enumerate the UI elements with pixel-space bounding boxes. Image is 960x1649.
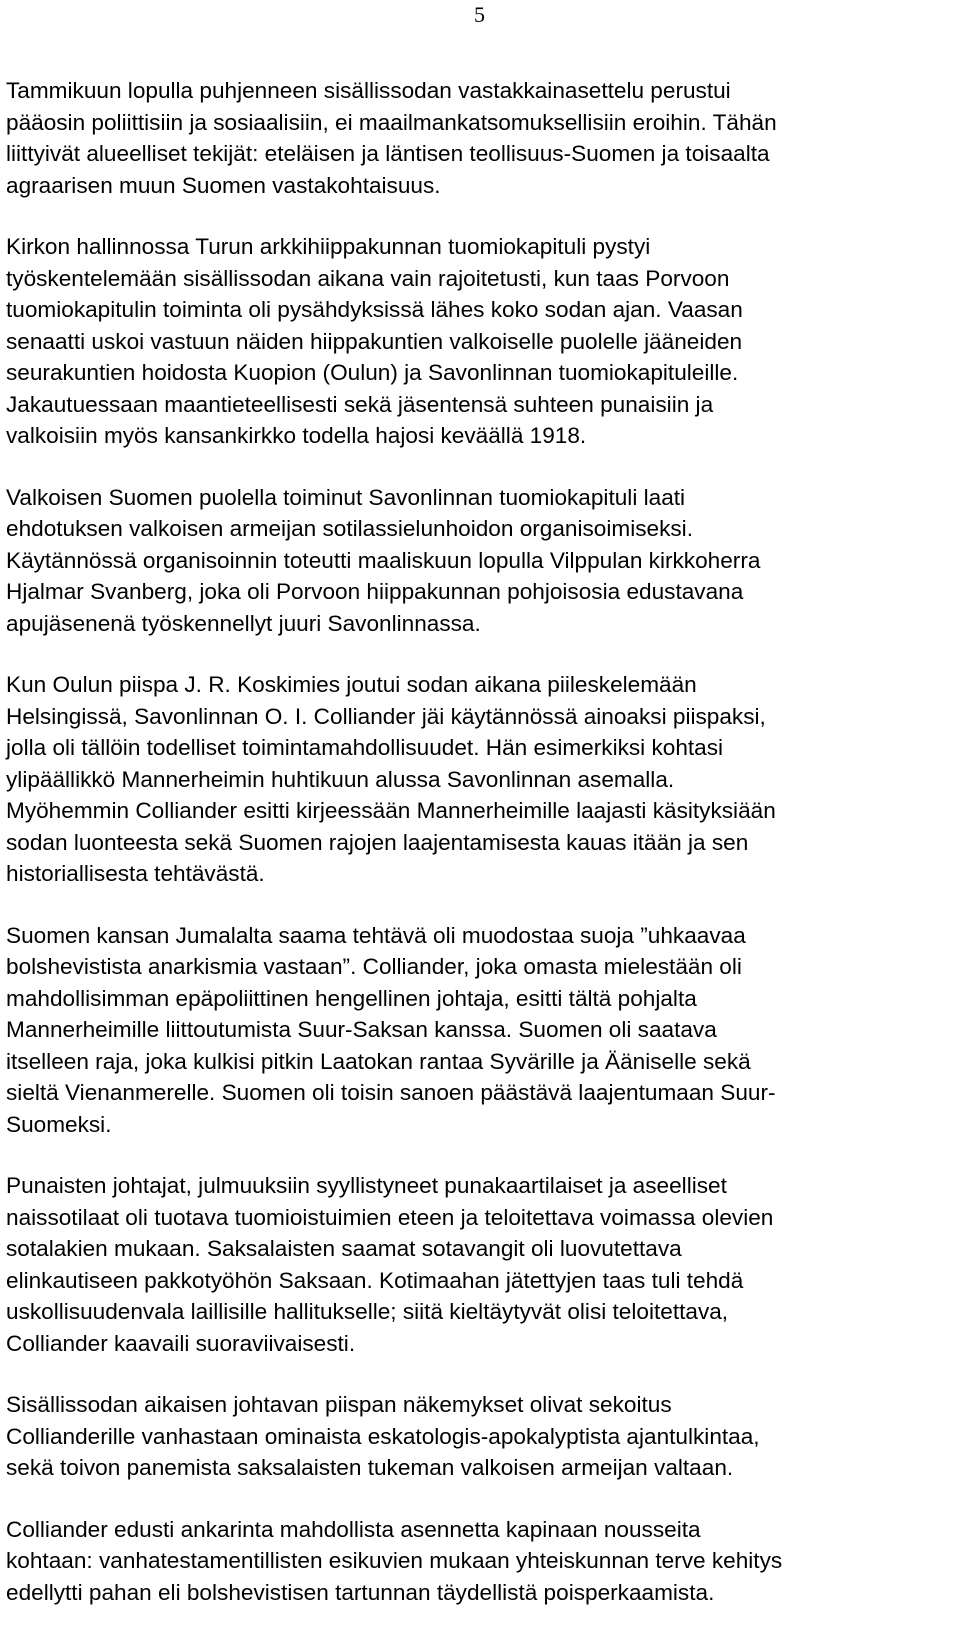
paragraph [6,920,954,1141]
text-line: Jakautuessaan maantieteellisesti sekä jäsentensä suhteen punaisiin ja [6,391,714,417]
text-line: edellytti pahan eli bolshevistisen tartunnan täydellistä poisperkaamista. [6,1579,715,1605]
text-line: Mannerheimille liittoutumista Suur-Saksan kanssa. Suomen oli saatava [6,1017,717,1042]
text-line: mahdollisimman epäpoliittinen hengellinen johtaja, esitti tältä pohjalta [6,985,697,1011]
text-line: Hjalmar Svanberg, joka oli Porvoon hiippakunnan pohjoisosia edustavana [6,579,744,604]
text-line: Collianderille vanhastaan ominaista eskatologis-apokalyptista ajantulkintaa, [6,1423,760,1449]
paragraph [6,231,954,452]
text-line: itselleen raja, joka kulkisi pitkin Laatokan rantaa Syvärille ja Ääniselle sekä [6,1048,751,1074]
text-line: senaatti uskoi vastuun näiden hiippakuntien valkoiselle puolelle jääneiden [6,328,743,354]
text-line: Punaisten johtajat, julmuuksiin syyllistyneet punakaartilaiset ja aseelliset [6,1173,727,1198]
paragraph [6,1170,954,1359]
paragraph [6,75,954,201]
text-line: tuomiokapitulin toiminta oli pysähdyksissä lähes koko sodan ajan. Vaasan [6,297,743,322]
text-line: liittyivät alueelliset tekijät: eteläisen ja läntisen teollisuus-Suomen ja toisaalta [6,141,770,166]
text-line: Suomeksi. [6,1111,112,1137]
text-line: sotalakien mukaan. Saksalaisten saamat sotavangit oli luovutettava [6,1236,682,1261]
text-line: valkoisiin myös kansankirkko todella hajosi keväällä 1918. [6,423,587,448]
text-line: seurakuntien hoidosta Kuopion (Oulun) ja Savonlinnan tuomiokapituleille. [6,360,739,385]
text-line: uskollisuudenvala laillisille hallitukselle; siitä kieltäytyvät olisi teloitettava, [6,1299,729,1324]
text-line: Kun Oulun piispa J. R. Koskimies joutui sodan aikana piileskelemään [6,672,697,697]
text-line: Tammikuun lopulla puhjenneen sisällissodan vastakkainasettelu perustui [6,78,731,103]
text-line: ylipäällikkö Mannerheimin huhtikuun alussa Savonlinnan asemalla. [6,766,675,792]
text-line: pääosin poliittisiin ja sosiaalisiin, ei maailmankatsomuksellisiin eroihin. Tähän [6,109,777,135]
text-line: bolshevistista anarkismia vastaan”. Colliander, joka omasta mielestään oli [6,954,742,979]
page-number: 5 [474,2,485,27]
paragraph [6,1389,954,1484]
text-line: apujäsenenä työskennellyt juuri Savonlinnassa. [6,610,481,636]
text-line: kohtaan: vanhatestamentillisten esikuvien mukaan yhteiskunnan terve kehitys [6,1548,783,1573]
paragraph [6,669,954,890]
text-line: Kirkon hallinnossa Turun arkkihiippakunnan tuomiokapituli pystyi [6,234,651,259]
text-line: naissotilaat oli tuotava tuomioistuimien eteen ja teloitettava voimassa olevien [6,1204,774,1230]
text-line: Colliander kaavaili suoraviivaisesti. [6,1330,356,1356]
document-body [6,75,954,1608]
text-line: historiallisesta tehtävästä. [6,861,265,886]
text-line: Käytännössä organisoinnin toteutti maaliskuun lopulla Vilppulan kirkkoherra [6,547,761,573]
text-line: Colliander edusti ankarinta mahdollista asennetta kapinaan nousseita [6,1516,701,1542]
text-line: ehdotuksen valkoisen armeijan sotilassielunhoidon organisoimiseksi. [6,516,693,541]
paragraph [6,1514,954,1609]
text-line: sieltä Vienanmerelle. Suomen oli toisin sanoen päästävä laajentumaan Suur- [6,1080,776,1105]
text-line: sekä toivon panemista saksalaisten tukeman valkoisen armeijan valtaan. [6,1455,734,1480]
text-line: elinkautiseen pakkotyöhön Saksaan. Kotimaahan jätettyjen taas tuli tehdä [6,1267,744,1293]
text-line: Suomen kansan Jumalalta saama tehtävä oli muodostaa suoja ”uhkaavaa [6,922,746,948]
text-line: työskentelemään sisällissodan aikana vain rajoitetusti, kun taas Porvoon [6,265,730,291]
paragraph [6,482,954,640]
text-line: Helsingissä, Savonlinnan O. I. Colliander jäi käytännössä ainoaksi piispaksi, [6,703,766,729]
text-line: Myöhemmin Colliander esitti kirjeessään Mannerheimille laajasti käsityksiään [6,798,776,823]
text-line: jolla oli tällöin todelliset toimintamahdollisuudet. Hän esimerkiksi kohtasi [6,735,724,760]
text-line: sodan luonteesta sekä Suomen rajojen laajentamisesta kauas itään ja sen [6,829,749,855]
text-line: agraarisen muun Suomen vastakohtaisuus. [6,172,441,198]
text-line: Sisällissodan aikaisen johtavan piispan näkemykset olivat sekoitus [6,1392,672,1417]
text-line: Valkoisen Suomen puolella toiminut Savonlinnan tuomiokapituli laati [6,484,686,510]
